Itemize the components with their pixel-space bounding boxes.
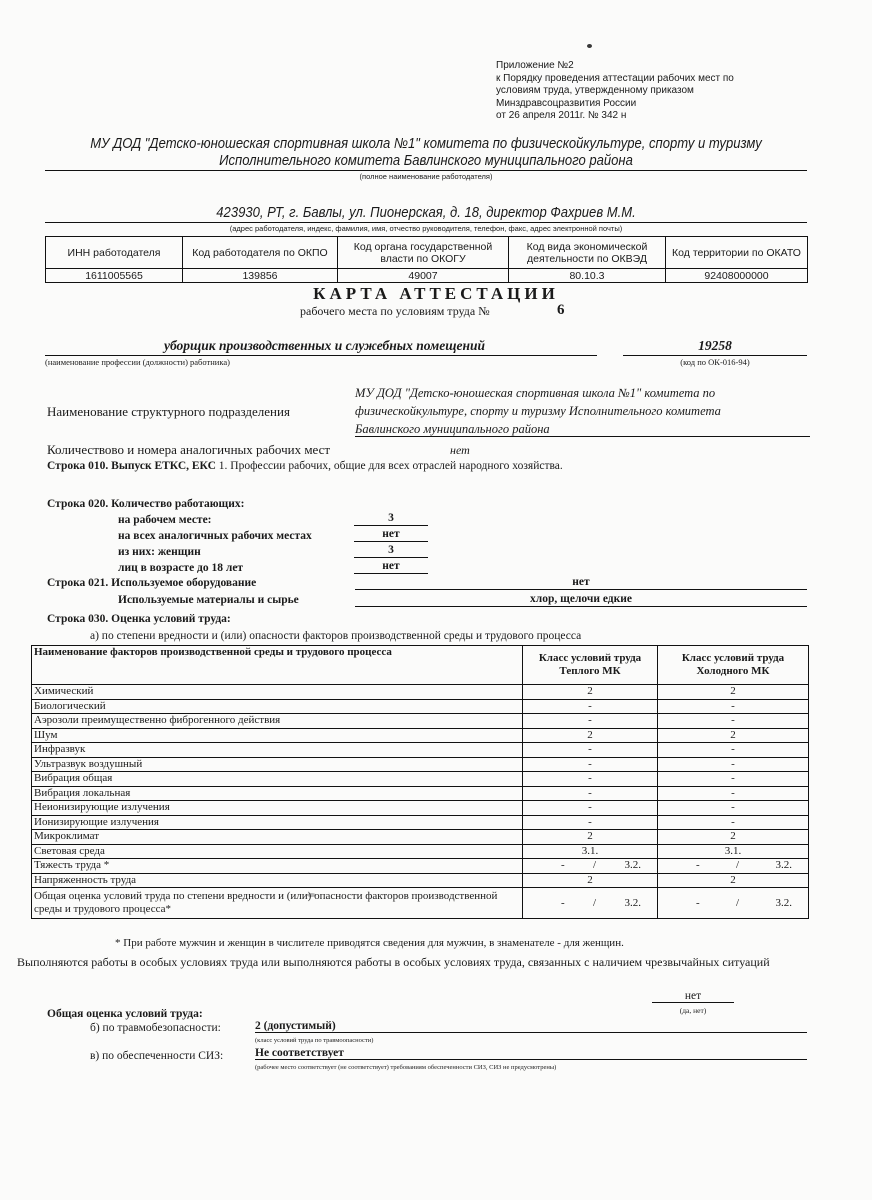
factor-class-cold: 2 [658,873,809,888]
appendix-line: условиям труда, утвержденному приказом [496,85,694,96]
factor-class-warm: 2 [523,685,658,700]
factor-name: Аэрозоли преимущественно фиброгенного действия [32,714,523,729]
special-conditions-text: Выполняются работы в особых условиях труда или выполняются работы в особых условиях труда, связанных с наличием чрезвычайных ситуаций [17,955,770,969]
factor-class-warm: 2 [523,728,658,743]
factor-row [32,873,809,888]
special-conditions-caption: (да, нет) [679,1006,707,1015]
codes-header-okved: Код вида экономической деятельности по ОКВЭД [509,237,666,269]
codes-value-inn: 1611005565 [46,269,183,283]
factor-class-warm: - [523,772,658,787]
equipment-label: Строка 021. Используемое оборудование [47,577,257,589]
factors-header-name: Наименование факторов производственной среды и трудового процесса [32,646,523,685]
factor-class-women: 3.2. [624,859,641,872]
factor-name: Ультразвук воздушный [32,757,523,772]
factor-class-warm [523,888,658,919]
equipment-value: нет [355,576,807,590]
profession-rule [45,355,597,356]
injury-safety-value: 2 (допустимый) [255,1020,807,1033]
employer-name-line2: Исполнительного комитета Бавлинского муниципального района [219,153,633,169]
ppe-value: Не соответствует [255,1047,807,1060]
factor-class-men: - [561,859,565,872]
factors-table [31,645,809,919]
factor-name: Неионизирующие излучения [32,801,523,816]
scan-speck [587,44,592,48]
fraction-separator: / [593,896,597,909]
employer-name-caption: (полное наименование работодателя) [359,172,493,181]
workers-under18-label: лиц в возрасте до 18 лет [118,562,244,574]
employer-name-rule [45,170,807,171]
factor-class-warm [523,859,658,874]
profession-code-rule [623,355,807,356]
factor-class-fraction [660,897,806,910]
factor-class-cold [658,888,809,919]
structural-unit-line: МУ ДОД "Детско-юношеская спортивная школа №1" комитета по [355,386,716,400]
employer-address-rule [45,222,807,223]
row-010-value: 1. Профессии рабочих, общие для всех отраслей народного хозяйства. [215,460,563,472]
factor-class-men: - [696,859,700,872]
factor-row [32,685,809,700]
card-subtitle: рабочего места по условиям труда № [300,304,490,318]
factor-name: Напряженность труда [32,873,523,888]
factor-row [32,728,809,743]
factor-name: Биологический [32,699,523,714]
factor-row [32,743,809,758]
factor-class-men: - [696,896,700,909]
factor-row [32,801,809,816]
special-conditions-value: нет [652,990,734,1003]
factor-name: Общая оценка условий труда по степени вредности и (или) опасности факторов производственной среды и трудового процесса* [32,888,523,919]
codes-value-row [46,269,808,283]
structural-unit-label: Наименование структурного подразделения [47,404,290,419]
factor-class-cold: - [658,772,809,787]
factor-class-warm: - [523,815,658,830]
factor-row [32,859,809,874]
codes-value-okpo: 139856 [183,269,338,283]
workers-women-value: 3 [354,544,428,558]
factor-name: Вибрация локальная [32,786,523,801]
row-030-title: Строка 030. Оценка условий труда: [47,613,231,625]
factor-row [32,815,809,830]
codes-value-okved: 80.10.3 [509,269,666,283]
factor-class-cold: 2 [658,685,809,700]
factor-class-cold: - [658,699,809,714]
codes-header-okogu: Код органа государственной власти по ОКОГУ [338,237,509,269]
factor-class-men: - [561,896,565,909]
workers-at-workplace-value: 3 [354,512,428,526]
employer-address [45,205,807,221]
profession-code-caption: (код по ОК-016-94) [680,357,750,367]
profession-caption: (наименование профессии (должности) работника) [45,357,230,367]
factor-class-women: 3.2. [775,896,792,909]
factors-header-row [32,646,809,685]
row-010 [47,460,563,472]
structural-unit-line: физическойкультуре, спорту и туризму Исполнительного комитета [355,404,721,418]
appendix-note [496,60,796,123]
factor-class-cold: 3.1. [658,844,809,859]
similar-workplaces-value: нет [450,443,470,457]
materials-value: хлор, щелочи едкие [355,593,807,607]
factor-name: Тяжесть труда * [32,859,523,874]
structural-unit-line: Бавлинского муниципального района [355,422,550,436]
row-030-subtitle-a: а) по степени вредности и (или) опасности факторов производственной среды и трудового процесса [90,630,582,642]
workers-at-workplace-label: на рабочем месте: [118,514,212,526]
codes-header-row [46,237,808,269]
structural-unit-value [355,384,810,438]
factor-class-warm: - [523,786,658,801]
workers-similar-value: нет [354,528,428,542]
codes-header-okpo: Код работодателя по ОКПО [183,237,338,269]
ppe-caption: (рабочее место соответствует (не соответствует) требованиям обеспеченности СИЗ, СИЗ не предусмотрены) [255,1064,557,1071]
factor-class-warm: 2 [523,873,658,888]
factor-class-warm: - [523,801,658,816]
card-number: 6 [557,302,565,318]
factors-header-cold: Класс условий труда Холодного МК [658,646,809,685]
factor-class-cold: - [658,801,809,816]
factor-class-warm: - [523,743,658,758]
factor-row [32,699,809,714]
factor-class-cold: - [658,714,809,729]
row-020-title: Строка 020. Количество работающих: [47,498,245,510]
appendix-line: к Порядку проведения аттестации рабочих мест по [496,72,734,84]
factor-row [32,714,809,729]
factor-class-women: 3.2. [624,896,641,909]
employer-address-caption: (адрес работодателя, индекс, фамилия, имя, отчество руководителя, телефон, факс, адрес электронной почты) [229,224,623,233]
factor-row [32,830,809,845]
factor-class-warm: - [523,757,658,772]
factor-class-cold [658,859,809,874]
structural-unit-rule [355,436,810,437]
factor-class-cold: - [658,757,809,772]
ppe-label: в) по обеспеченности СИЗ: [90,1050,224,1062]
workers-women-label: из них: женщин [118,546,201,558]
employer-codes-table [45,236,808,283]
appendix-line: от 26 апреля 2011г. № 342 н [496,110,627,121]
factor-class-fraction [525,859,655,872]
factor-class-fraction [660,859,806,872]
factor-name: Инфразвук [32,743,523,758]
factor-class-warm: 2 [523,830,658,845]
codes-header-okato: Код территории по ОКАТО [666,237,808,269]
factor-name: Световая среда [32,844,523,859]
factor-class-women: 3.2. [775,859,792,872]
card-title: КАРТА АТТЕСТАЦИИ [313,284,559,303]
factor-class-warm: - [523,699,658,714]
factor-name: Ионизирующие излучения [32,815,523,830]
factor-class-warm: 3.1. [523,844,658,859]
codes-value-okogu: 49007 [338,269,509,283]
factor-name: Микроклимат [32,830,523,845]
fraction-separator: / [593,859,597,872]
factor-row [32,772,809,787]
overall-assessment-title: Общая оценка условий труда: [47,1008,203,1020]
fraction-separator: / [736,859,740,872]
appendix-line: Минздравсоцразвития России [496,97,637,109]
factors-body [32,685,809,919]
factor-row [32,844,809,859]
fraction-separator: / [736,896,740,909]
factor-class-warm: - [523,714,658,729]
employer-name-line1: МУ ДОД "Детско-юношеская спортивная школа №1" комитета по физическойкультуре, спорту и туризму [90,136,762,152]
employer-address-text: 423930, РТ, г. Бавлы, ул. Пионерская, д. 18, директор Фахриев М.М. [216,205,636,221]
factors-header-warm: Класс условий труда Теплого МК [523,646,658,685]
footnote: * При работе мужчин и женщин в числителе приводятся сведения для мужчин, в знаменателе - для женщин. [115,937,624,949]
employer-name [45,136,807,170]
factor-name: Шум [32,728,523,743]
factor-class-cold: - [658,815,809,830]
factor-class-cold: - [658,786,809,801]
materials-label: Используемые материалы и сырье [118,594,299,606]
codes-header-inn: ИНН работодателя [46,237,183,269]
codes-value-okato: 92408000000 [666,269,808,283]
workers-similar-label: на всех аналогичных рабочих местах [118,530,312,542]
factor-row [32,888,809,919]
factor-class-cold: 2 [658,830,809,845]
factor-row [32,757,809,772]
profession-code: 19258 [698,338,732,353]
profession-name: уборщик производственных и служебных помещений [164,338,485,353]
row-010-label: Строка 010. Выпуск ЕТКС, ЕКС [47,460,216,472]
factor-name: Химический [32,685,523,700]
injury-safety-label: б) по травмобезопасности: [90,1022,221,1034]
appendix-line: Приложение №2 [496,60,574,71]
workers-under18-value: нет [354,560,428,574]
injury-safety-caption: (класс условий труда по травмоопасности) [255,1037,374,1044]
factor-class-cold: 2 [658,728,809,743]
factor-row [32,786,809,801]
factor-class-fraction [525,897,655,910]
similar-workplaces-label: Количествово и номера аналогичных рабочих мест [47,442,331,457]
factor-class-cold: - [658,743,809,758]
factor-name: Вибрация общая [32,772,523,787]
